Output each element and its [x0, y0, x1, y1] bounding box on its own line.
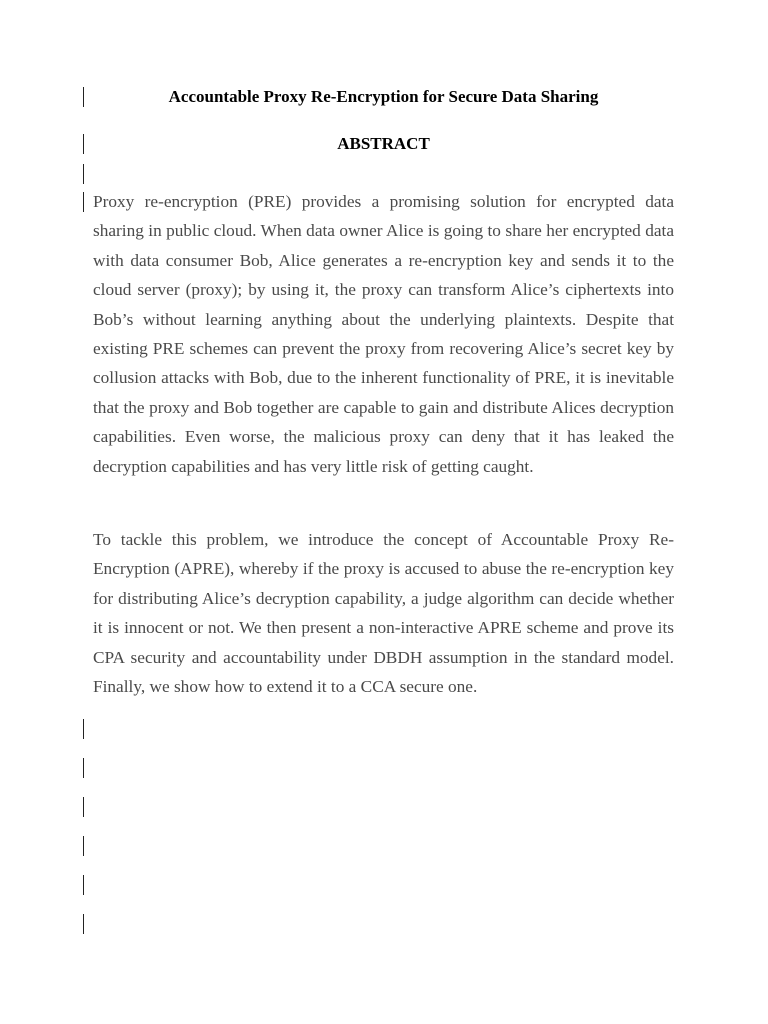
abstract-heading: ABSTRACT	[337, 134, 430, 153]
paragraph-marker	[83, 875, 84, 895]
paragraph-marker	[83, 797, 84, 817]
paragraph-marker	[83, 164, 84, 184]
paragraph-marker	[83, 914, 84, 934]
paragraph-marker	[83, 758, 84, 778]
paragraph-marker	[83, 719, 84, 739]
paragraph-marker	[83, 134, 84, 154]
paragraph-marker	[83, 836, 84, 856]
abstract-paragraph-2: To tackle this problem, we introduce the concept of Accountable Proxy Re-Encryption (APRE), whereby if the proxy is accused to abuse the re-encryption key for distributing Alice’s decryption capability, a judge algorithm can decide whether it is innocent or not. We then present a non-interactive APRE scheme and prove its CPA security and accountability under DBDH assumption in the standard model. Finally, we show how to extend it to a CCA secure one.	[93, 530, 674, 697]
paragraph-marker	[83, 192, 84, 212]
paragraph-marker	[83, 87, 84, 107]
document-title: Accountable Proxy Re-Encryption for Secure Data Sharing	[168, 87, 599, 106]
abstract-paragraph-1: Proxy re-encryption (PRE) provides a promising solution for encrypted data sharing in public cloud. When data owner Alice is going to share her encrypted data with data consumer Bob, Alice generates a re-encryption key and sends it to the cloud server (proxy); by using it, the proxy can transform Alice’s ciphertexts into Bob’s without learning anything about the underlying plaintexts. Despite that existing PRE schemes can prevent the proxy from recovering Alice’s secret key by collusion attacks with Bob, due to the inherent functionality of PRE, it is inevitable that the proxy and Bob together are capable to gain and distribute Alices decryption capabilities. Even worse, the malicious proxy can deny that it has leaked the decryption capabilities and has very little risk of getting caught.	[93, 192, 674, 476]
